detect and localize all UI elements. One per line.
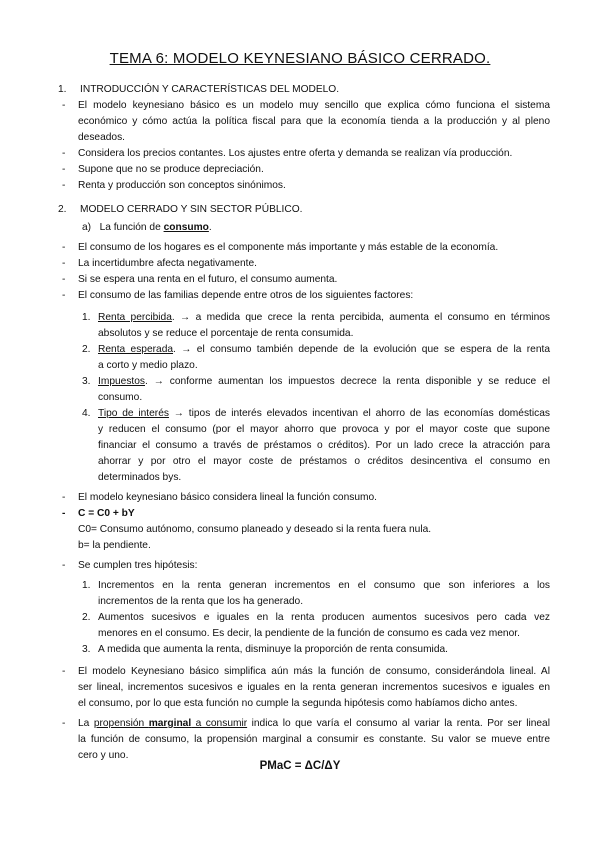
list-number: 2. <box>82 344 91 355</box>
bullet-dash: - <box>62 180 66 191</box>
list-item-term: Impuestos <box>98 376 145 387</box>
equation-definition: b= la pendiente. <box>78 540 151 551</box>
list-item-line: absolutos y se reduce el porcentaje de renta consumida. <box>98 328 354 339</box>
paragraph-line: Si se espera una renta en el futuro, el consumo aumenta. <box>78 274 338 285</box>
bullet-dash: - <box>62 560 66 571</box>
bullet-dash: - <box>62 274 66 285</box>
paragraph-line: El modelo Keynesiano básico simplifica aún más la función de consumo, considerándola lineal. Al <box>78 666 550 677</box>
list-number: 1. <box>82 312 91 323</box>
section-number: 1. <box>58 84 67 95</box>
page-title: TEMA 6: MODELO KEYNESIANO BÁSICO CERRADO. <box>109 50 491 67</box>
list-item-line: incrementos de la renta que los ha generado. <box>98 596 304 607</box>
paragraph-line: Considera los precios contantes. Los ajustes entre oferta y demanda se realizan vía producción. <box>78 148 513 159</box>
list-item-line: Aumentos sucesivos e iguales en la renta producen aumentos sucesivos pero cada vez <box>98 612 550 623</box>
list-item-line: consumo. <box>98 392 143 403</box>
subsection-text: La función de <box>99 222 164 233</box>
bullet-dash: - <box>62 508 66 519</box>
list-item-line: Incrementos en la renta generan incrementos en el consumo que son inferiores a los <box>98 580 550 591</box>
section-number: 2. <box>58 204 67 215</box>
list-item-line: determinados bys. <box>98 472 182 483</box>
bullet-dash: - <box>62 100 66 111</box>
list-item-line: ahorrar y por otro el mayor coste de préstamos o créditos desincentiva el consumo en <box>98 456 550 467</box>
list-number: 2. <box>82 612 91 623</box>
paragraph-line: La incertidumbre afecta negativamente. <box>78 258 257 269</box>
paragraph-line: económico y cómo actúa la política fiscal para que la economía tienda a la producción y al pleno <box>78 116 550 127</box>
paragraph-line: Supone que no se produce depreciación. <box>78 164 264 175</box>
paragraph-line: el consumo, por lo que esta función no cumple la segunda hipótesis como habíamos dicho antes. <box>78 698 518 709</box>
formula: PMaC = ΔC/ΔY <box>259 760 341 772</box>
list-number: 1. <box>82 580 91 591</box>
list-item-line <box>98 342 550 358</box>
equation: C = C0 + bY <box>78 508 135 519</box>
key-term: a consumir <box>191 718 248 729</box>
bullet-dash: - <box>62 242 66 253</box>
list-item-text: . → a medida que crece la renta percibida, aumenta el consumo en términos <box>171 312 550 323</box>
bullet-dash: - <box>62 290 66 301</box>
list-number: 4. <box>82 408 91 419</box>
bullet-dash: - <box>62 258 66 269</box>
list-item-line: y reducen el consumo (por el mayor ahorro que provoca y por el mayor coste que supone <box>98 424 550 435</box>
bullet-dash: - <box>62 666 66 677</box>
paragraph-line: Se cumplen tres hipótesis: <box>78 560 198 571</box>
paragraph-line: ser lineal, incrementos sucesivos e iguales en la renta generan incrementos sucesivos e iguales en <box>78 682 550 693</box>
list-number: 3. <box>82 644 91 655</box>
section-heading-2 <box>58 204 302 215</box>
list-item-line: a corto y medio plazo. <box>98 360 198 371</box>
paragraph-line <box>78 716 550 732</box>
list-item-term: Renta esperada <box>98 344 174 355</box>
paragraph-line: cero y uno. <box>78 750 129 761</box>
list-number: 3. <box>82 376 91 387</box>
section-title: MODELO CERRADO Y SIN SECTOR PÚBLICO. <box>80 204 303 215</box>
paragraph-text: indica lo que varía el consumo al variar la renta. Por ser lineal <box>247 718 550 729</box>
equation-definition: C0= Consumo autónomo, consumo planeado y deseado si la renta fuera nula. <box>78 524 432 535</box>
subsection-keyword: consumo <box>163 222 209 233</box>
subsection-end: . <box>208 222 212 233</box>
section-heading-1 <box>58 84 339 95</box>
paragraph-text: La <box>78 718 94 729</box>
key-term-bold: marginal <box>148 718 192 729</box>
subsection-heading <box>82 220 212 236</box>
paragraph-line: El consumo de los hogares es el componente más importante y más estable de la economía. <box>78 242 499 253</box>
list-item-line <box>98 406 550 422</box>
bullet-dash: - <box>62 164 66 175</box>
paragraph-line: El modelo keynesiano básico es un modelo muy sencillo que explica cómo funciona el sistema <box>78 100 550 111</box>
paragraph-line: El modelo keynesiano básico considera lineal la función consumo. <box>78 492 378 503</box>
list-item-line <box>98 374 550 390</box>
list-item-text: → tipos de interés elevados incentivan el ahorro de las economías domésticas <box>168 408 550 419</box>
list-item-line: menores en el consumo. Es decir, la pendiente de la función de consumo es cada vez menor. <box>98 628 520 639</box>
list-item-text: . → el consumo también depende de la evolución que se espera de la renta <box>173 344 550 355</box>
paragraph-line: la función de consumo, la propensión marginal a consumir es constante. Su valor se mueve entre <box>78 734 550 745</box>
section-title: INTRODUCCIÓN Y CARACTERÍSTICAS DEL MODELO. <box>80 84 340 95</box>
bullet-dash: - <box>62 718 66 729</box>
list-item-term: Tipo de interés <box>98 408 169 419</box>
bullet-dash: - <box>62 492 66 503</box>
key-term: propensión <box>93 718 149 729</box>
paragraph-line: deseados. <box>78 132 126 143</box>
bullet-dash: - <box>62 148 66 159</box>
list-item-line <box>98 310 550 326</box>
paragraph-line: Renta y producción son conceptos sinónimos. <box>78 180 286 191</box>
list-item-term: Renta percibida <box>98 312 172 323</box>
subsection-letter: a) <box>82 222 92 233</box>
list-item-line: A medida que aumenta la renta, disminuye la proporción de renta consumida. <box>98 644 448 655</box>
paragraph-line: El consumo de las familias depende entre otros de los siguientes factores: <box>78 290 414 301</box>
list-item-line: financiar el consumo a través de préstamos o créditos). Por un lado crece la atracción para <box>98 440 550 451</box>
list-item-text: . → conforme aumentan los impuestos decrece la renta disponible y se reduce el <box>145 376 550 387</box>
